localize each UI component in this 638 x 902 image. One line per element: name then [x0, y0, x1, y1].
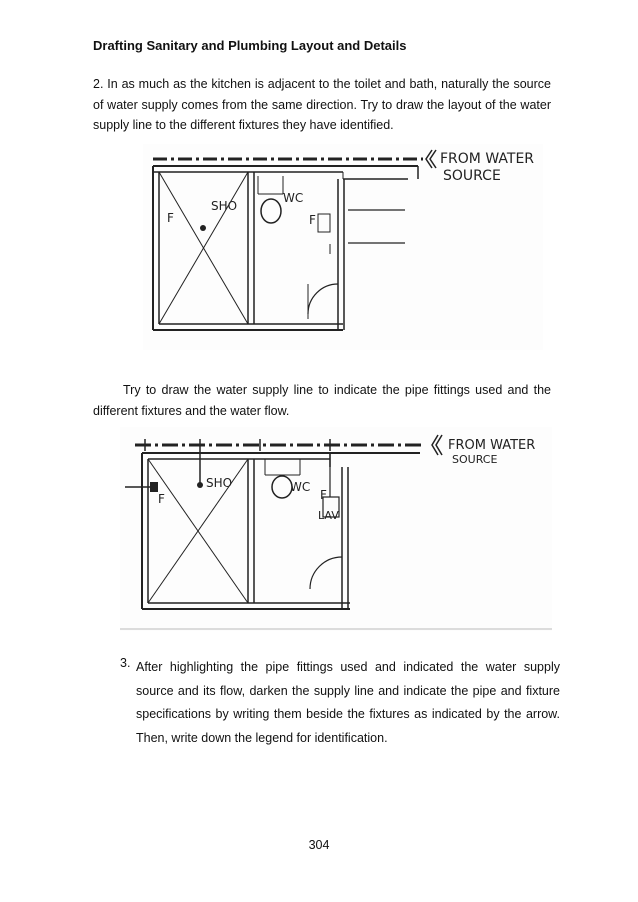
label-wc-2: WC: [290, 480, 311, 494]
paragraph-item-2: 2. In as much as the kitchen is adjacent to the toilet and bath, naturally the source of water supply comes from the same direction. Try to draw the layout of the water supply line to the different fixtures they have identified.: [93, 77, 551, 132]
label-sho-2: SHO: [206, 476, 233, 490]
label-f-left: F: [167, 211, 174, 225]
label-from-water-2: FROM WATER: [448, 438, 536, 453]
label-f-right: F: [309, 213, 316, 227]
label-from-water: FROM WATER: [440, 151, 535, 167]
item-3-number: 3.: [120, 656, 131, 670]
label-source: SOURCE: [443, 168, 501, 184]
label-sho: SHO: [211, 199, 238, 213]
page-heading: Drafting Sanitary and Plumbing Layout and Details: [93, 38, 407, 53]
item-3-text: After highlighting the pipe fittings used and indicated the water supply source and its flow, darken the supply line and indicate the pipe and fixture specifications by writing them beside the fixtures as indicated by the arrow. Then, write down the legend for identification.: [136, 660, 560, 745]
label-source-2: SOURCE: [452, 453, 498, 466]
plumbing-layout-sketch-1: [143, 144, 543, 350]
plumbing-layout-sketch-2: [120, 427, 552, 631]
label-lav: LAV: [318, 509, 339, 522]
paragraph-instruction: Try to draw the water supply line to indicate the pipe fittings used and the different fixtures and the water flow.: [93, 383, 551, 418]
page-number: 304: [308, 838, 330, 852]
label-f-right-2: F: [320, 488, 327, 502]
label-f-left-2: F: [158, 492, 165, 506]
label-wc: WC: [283, 191, 304, 205]
